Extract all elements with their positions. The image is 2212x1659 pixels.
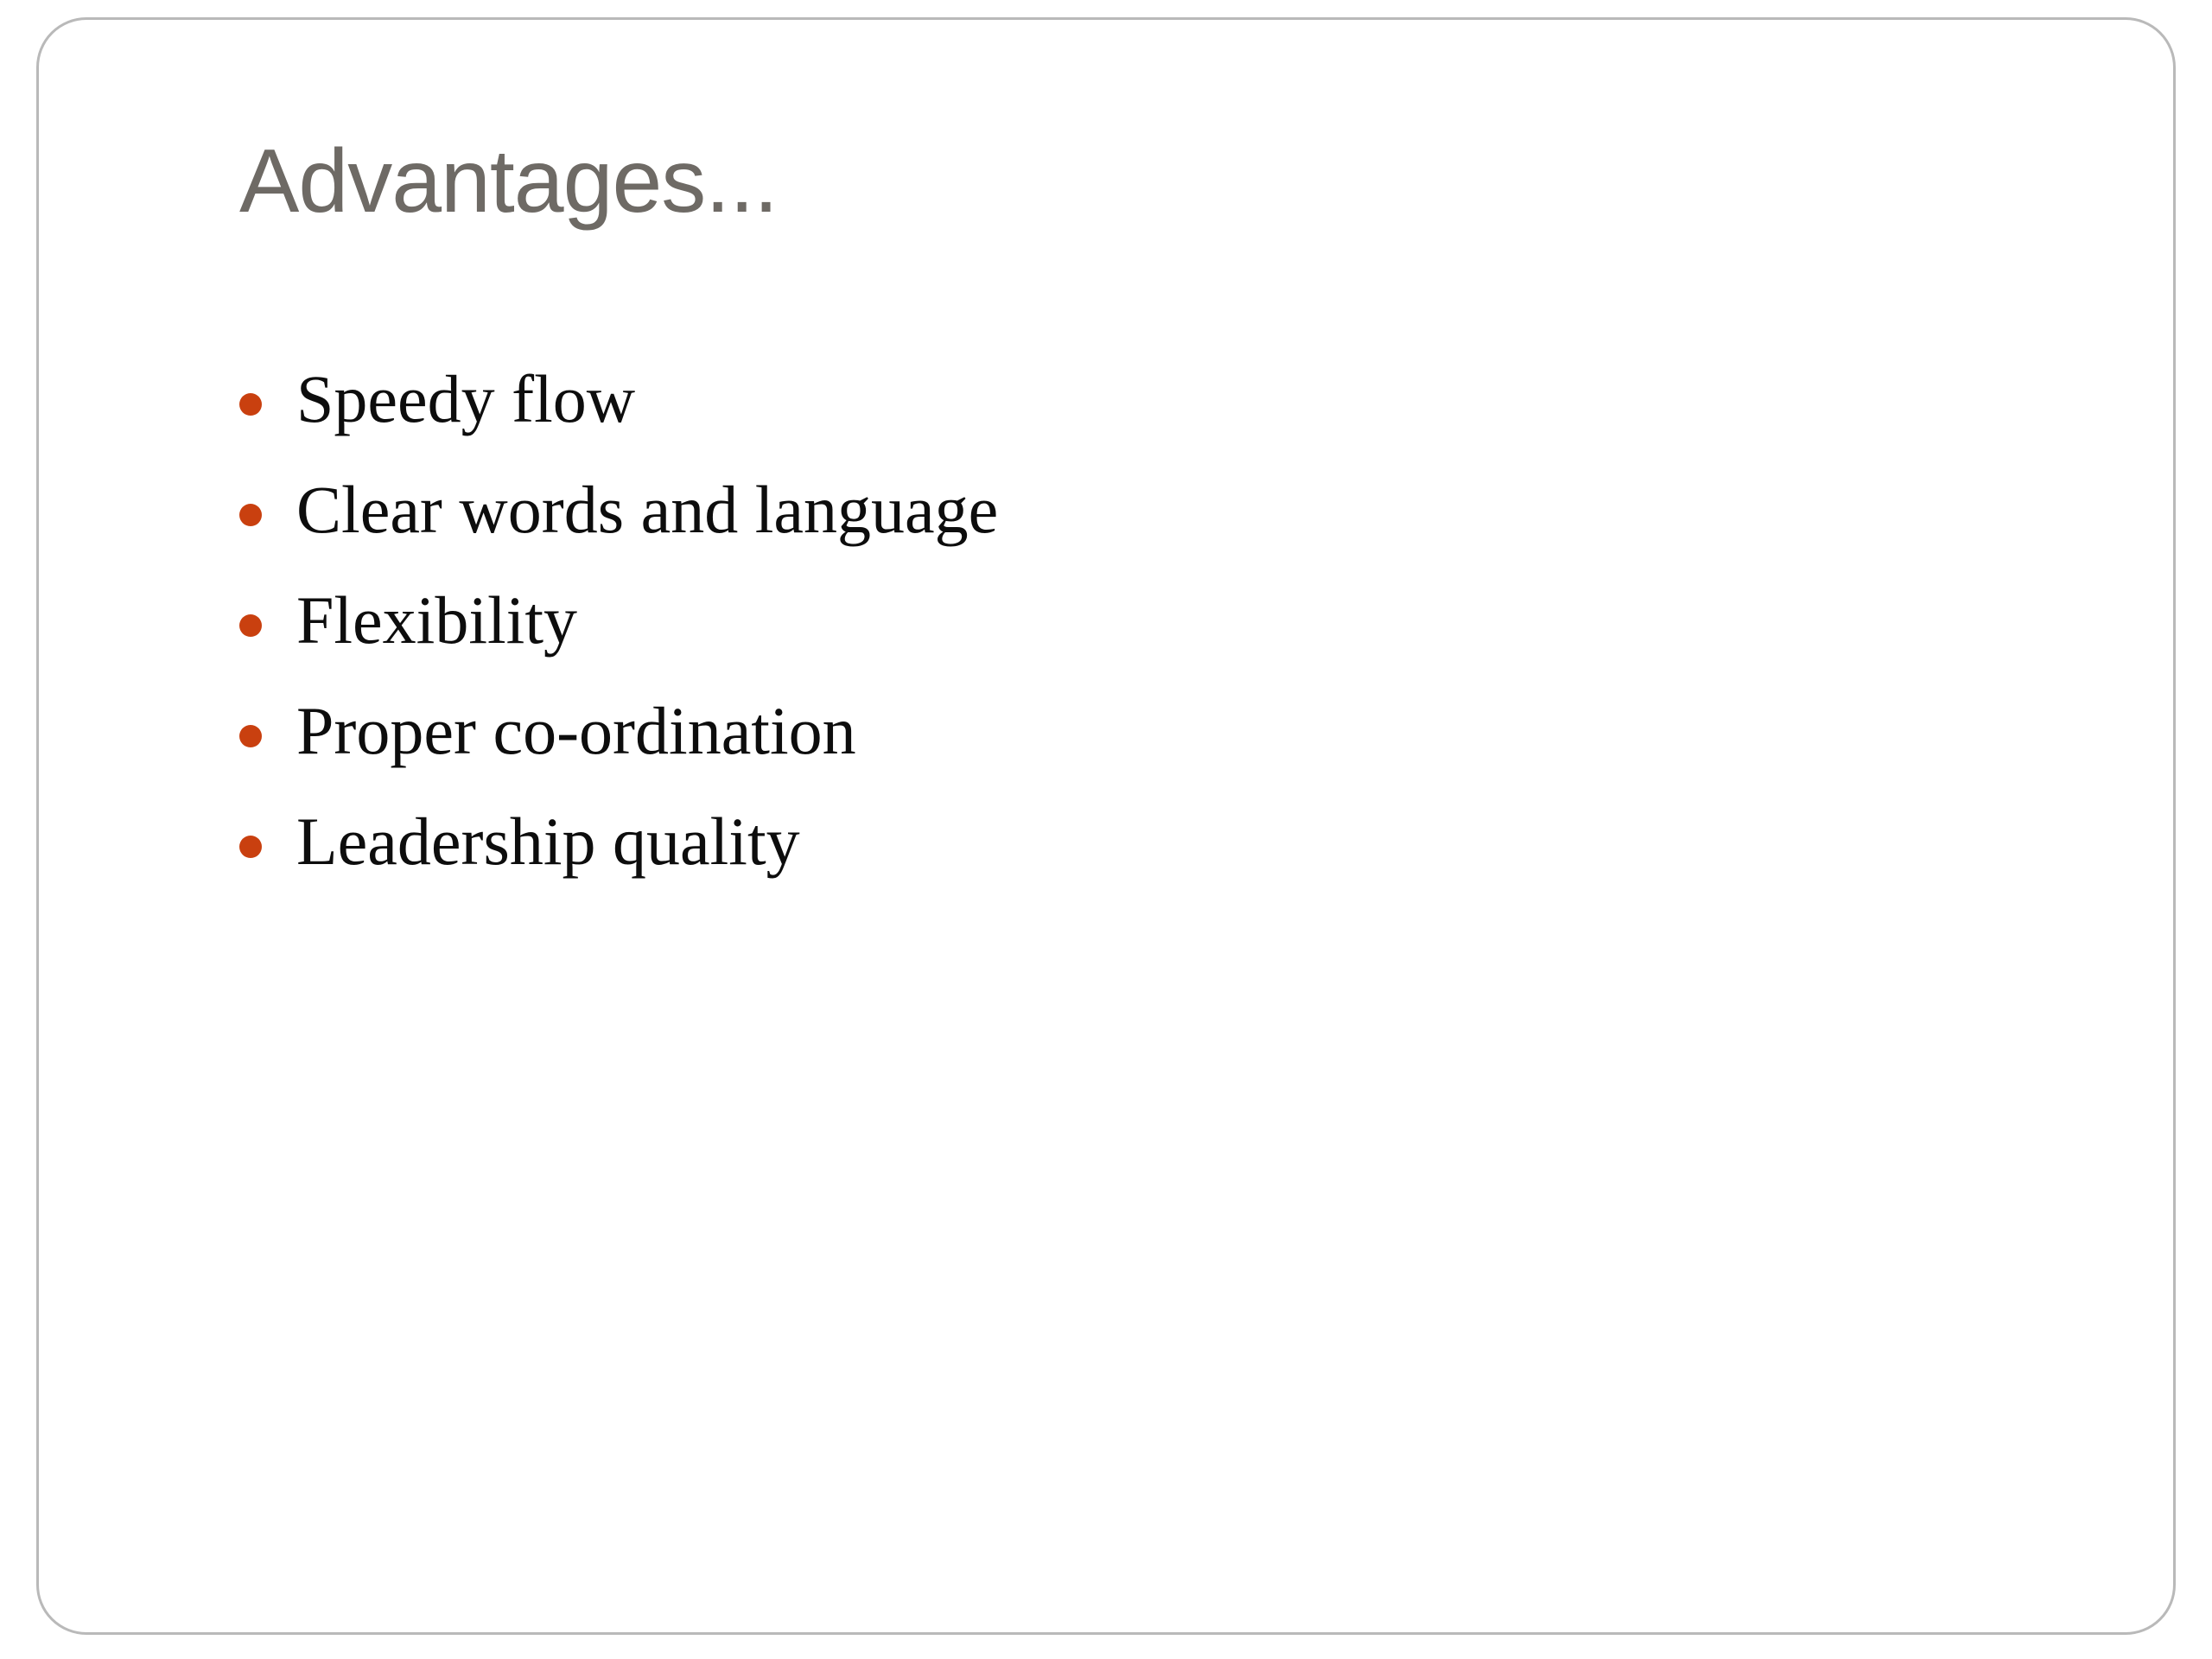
page-title: Advantages...: [239, 130, 778, 232]
slide-canvas: [36, 17, 2176, 1635]
list-item: [239, 361, 1967, 436]
list-item-label: Speedy flow: [296, 361, 636, 436]
list-item-label: Flexibility: [296, 582, 578, 658]
list-item-label: Proper co-ordination: [296, 693, 856, 768]
list-item: [239, 582, 1967, 658]
list-item: [239, 472, 1967, 547]
list-item-label: Clear words and language: [296, 472, 999, 547]
bullet-dot-icon: [239, 393, 262, 416]
bullet-dot-icon: [239, 725, 262, 747]
list-item: [239, 804, 1967, 879]
bullet-dot-icon: [239, 614, 262, 637]
bullet-dot-icon: [239, 504, 262, 526]
list-item: [239, 693, 1967, 768]
bullet-dot-icon: [239, 836, 262, 858]
bullet-list: [239, 361, 1967, 918]
list-item-label: Leadership quality: [296, 804, 800, 879]
